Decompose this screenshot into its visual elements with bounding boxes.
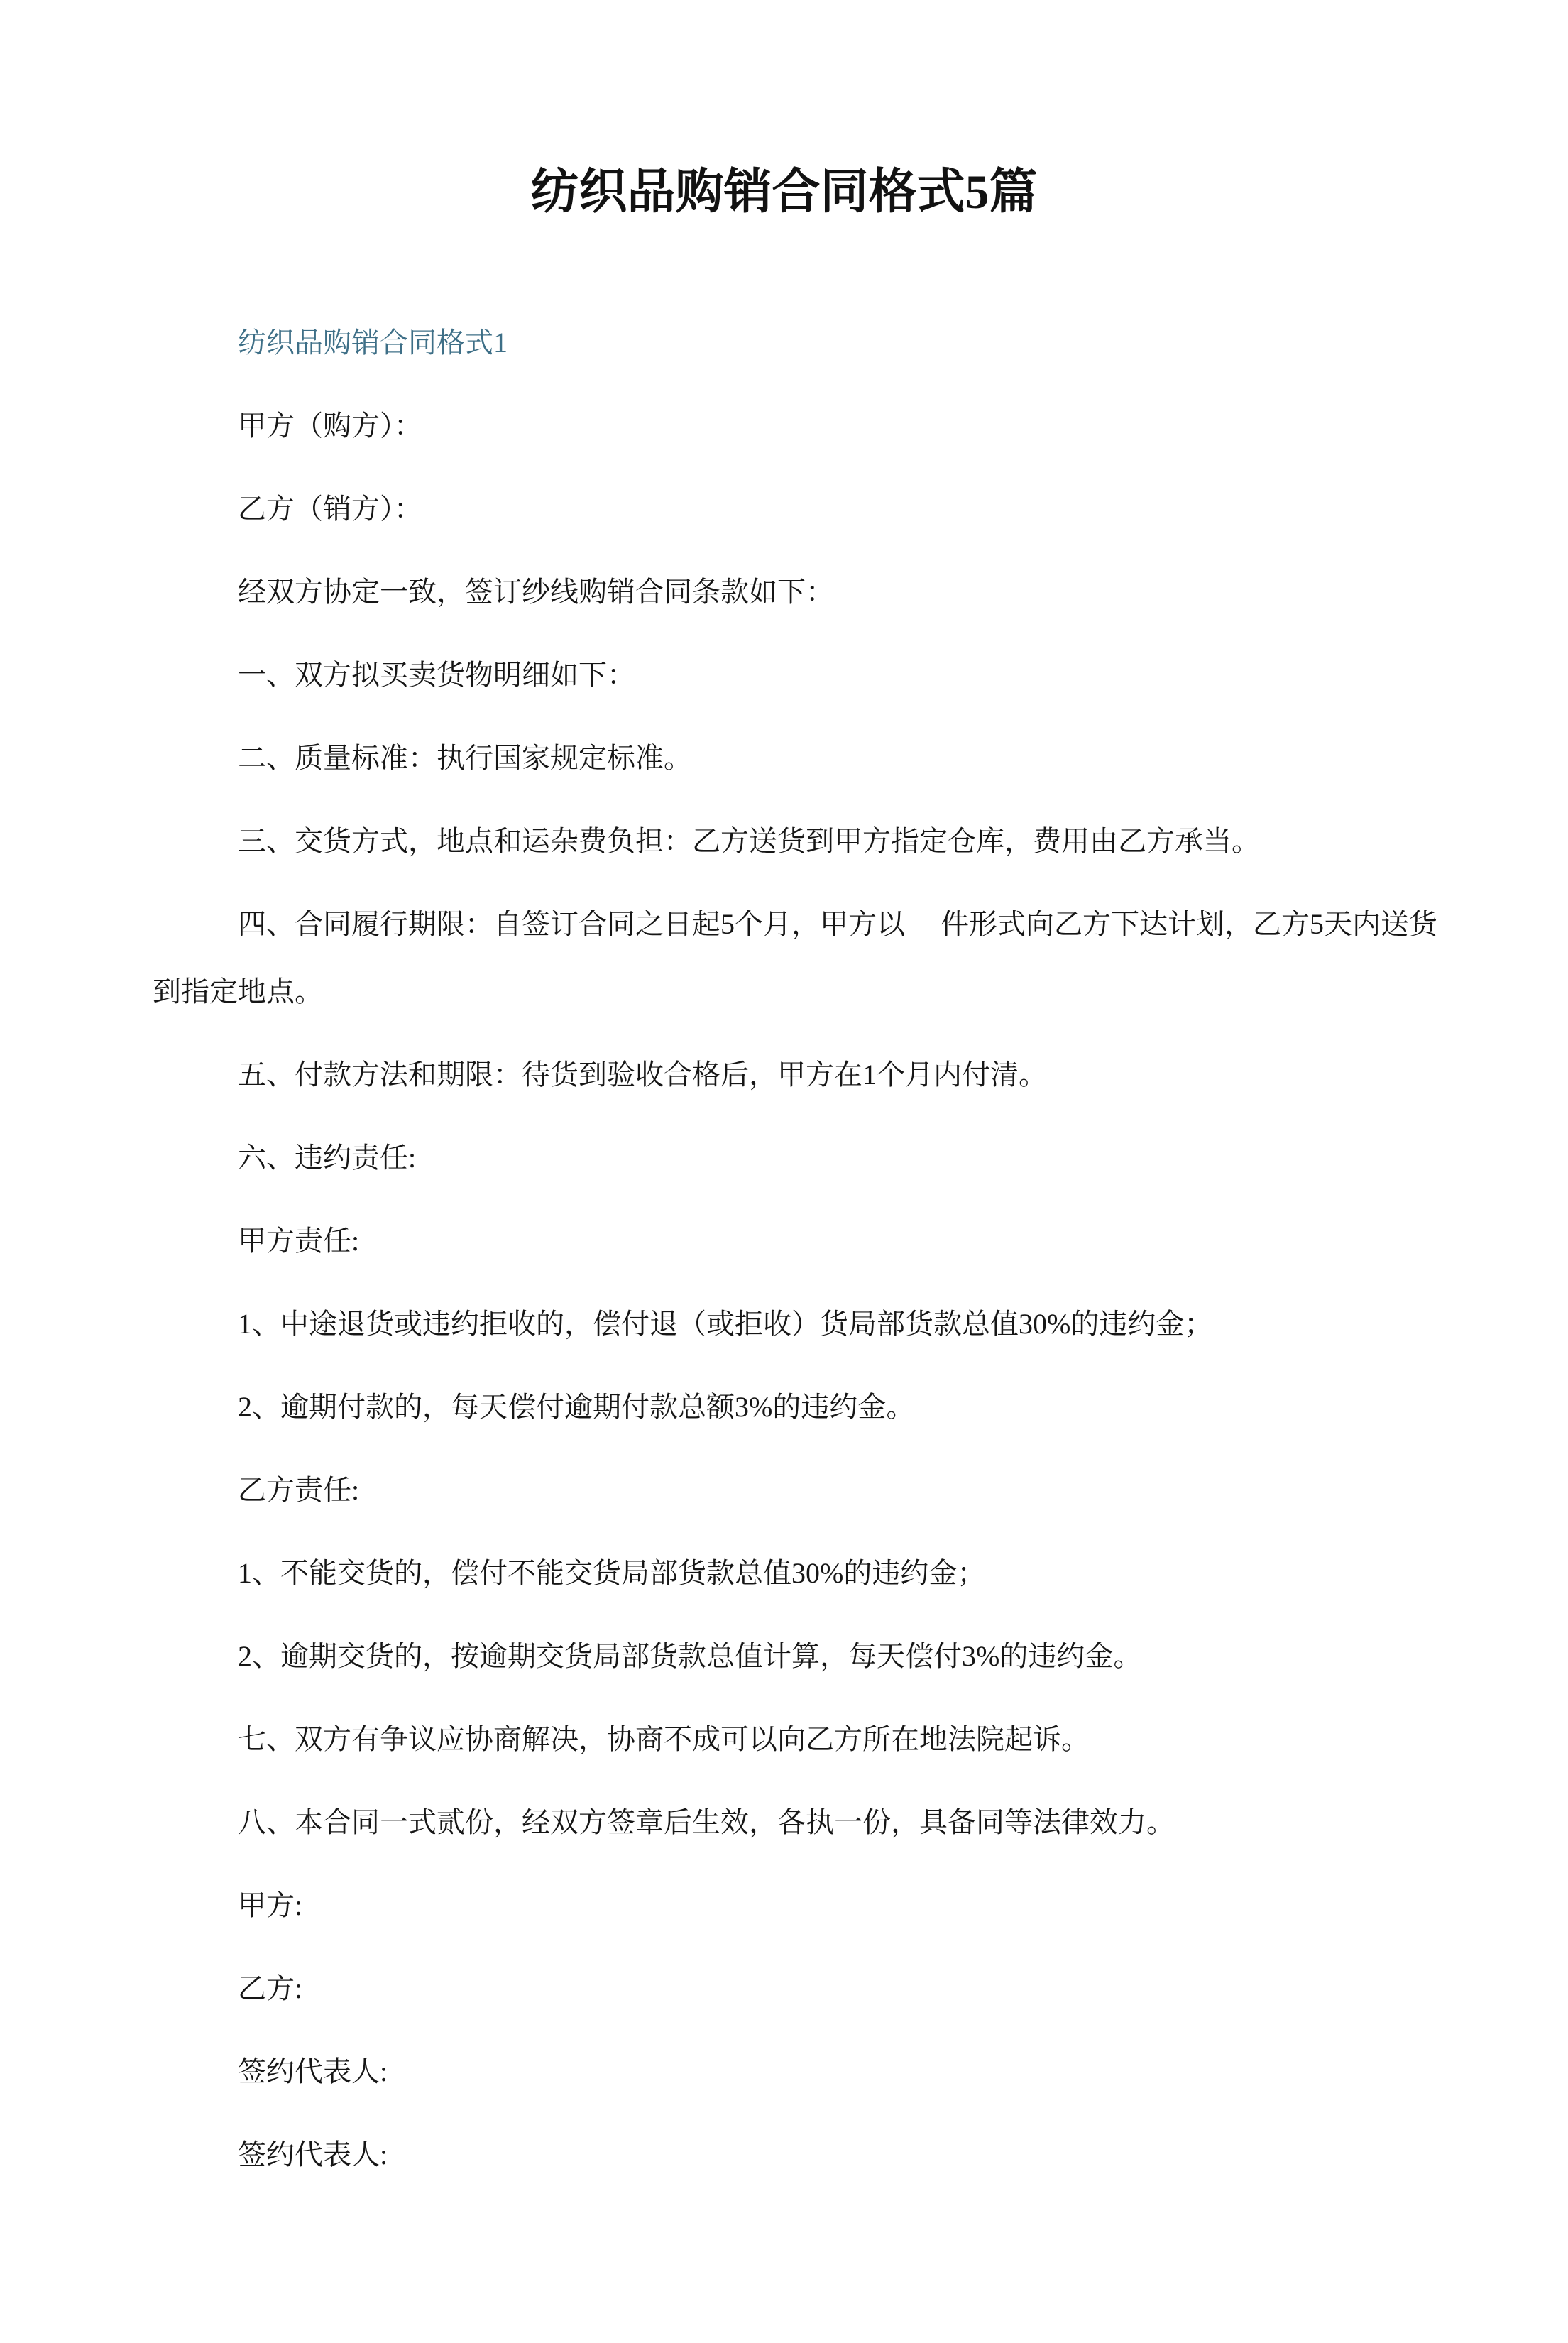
doc-line: 1、不能交货的，偿付不能交货局部货款总值30%的违约金； — [238, 1557, 986, 1589]
doc-line: 一、双方拟买卖货物明细如下： — [238, 659, 635, 691]
doc-line: 到指定地点。 — [153, 976, 323, 1007]
doc-line: 二、质量标准：执行国家规定标准。 — [238, 742, 692, 774]
doc-line: 乙方责任: — [238, 1474, 360, 1506]
doc-line: 2、逾期付款的，每天偿付逾期付款总额3%的违约金。 — [238, 1391, 915, 1423]
doc-line: 经双方协定一致，签订纱线购销合同条款如下： — [238, 576, 834, 608]
doc-line: 七、双方有争议应协商解决，协商不成可以向乙方所在地法院起诉。 — [238, 1723, 1090, 1755]
doc-line: 甲方责任: — [238, 1225, 360, 1257]
doc-line: 2、逾期交货的，按逾期交货局部货款总值计算，每天偿付3%的违约金。 — [238, 1640, 1142, 1672]
doc-line: 签约代表人: — [238, 2055, 388, 2087]
document-body — [153, 392, 1437, 2188]
doc-line: 乙方: — [238, 1972, 303, 2004]
doc-line: 六、违约责任: — [238, 1142, 417, 1174]
doc-line: 甲方（购方）： — [238, 410, 422, 442]
doc-line: 三、交货方式，地点和运杂费负担：乙方送货到甲方指定仓库，费用由乙方承当。 — [238, 825, 1260, 857]
doc-line: 四、合同履行期限：自签订合同之日起5个月，甲方以 件形式向乙方下达计划，乙方5天内送货 — [238, 908, 1437, 940]
doc-line: 八、本合同一式贰份，经双方签章后生效，各执一份，具备同等法律效力。 — [238, 1806, 1175, 1838]
doc-line: 签约代表人: — [238, 2139, 388, 2170]
doc-line: 五、付款方法和期限：待货到验收合格后，甲方在1个月内付清。 — [238, 1059, 1047, 1091]
doc-line: 甲方: — [238, 1889, 303, 1921]
document-subtitle: 纺织品购销合同格式1 — [238, 327, 508, 359]
doc-line: 乙方（销方）： — [238, 493, 422, 525]
doc-line: 1、中途退货或违约拒收的，偿付退（或拒收）货局部货款总值30%的违约金； — [238, 1308, 1213, 1340]
document-title: 纺织品购销合同格式5篇 — [530, 165, 1038, 219]
